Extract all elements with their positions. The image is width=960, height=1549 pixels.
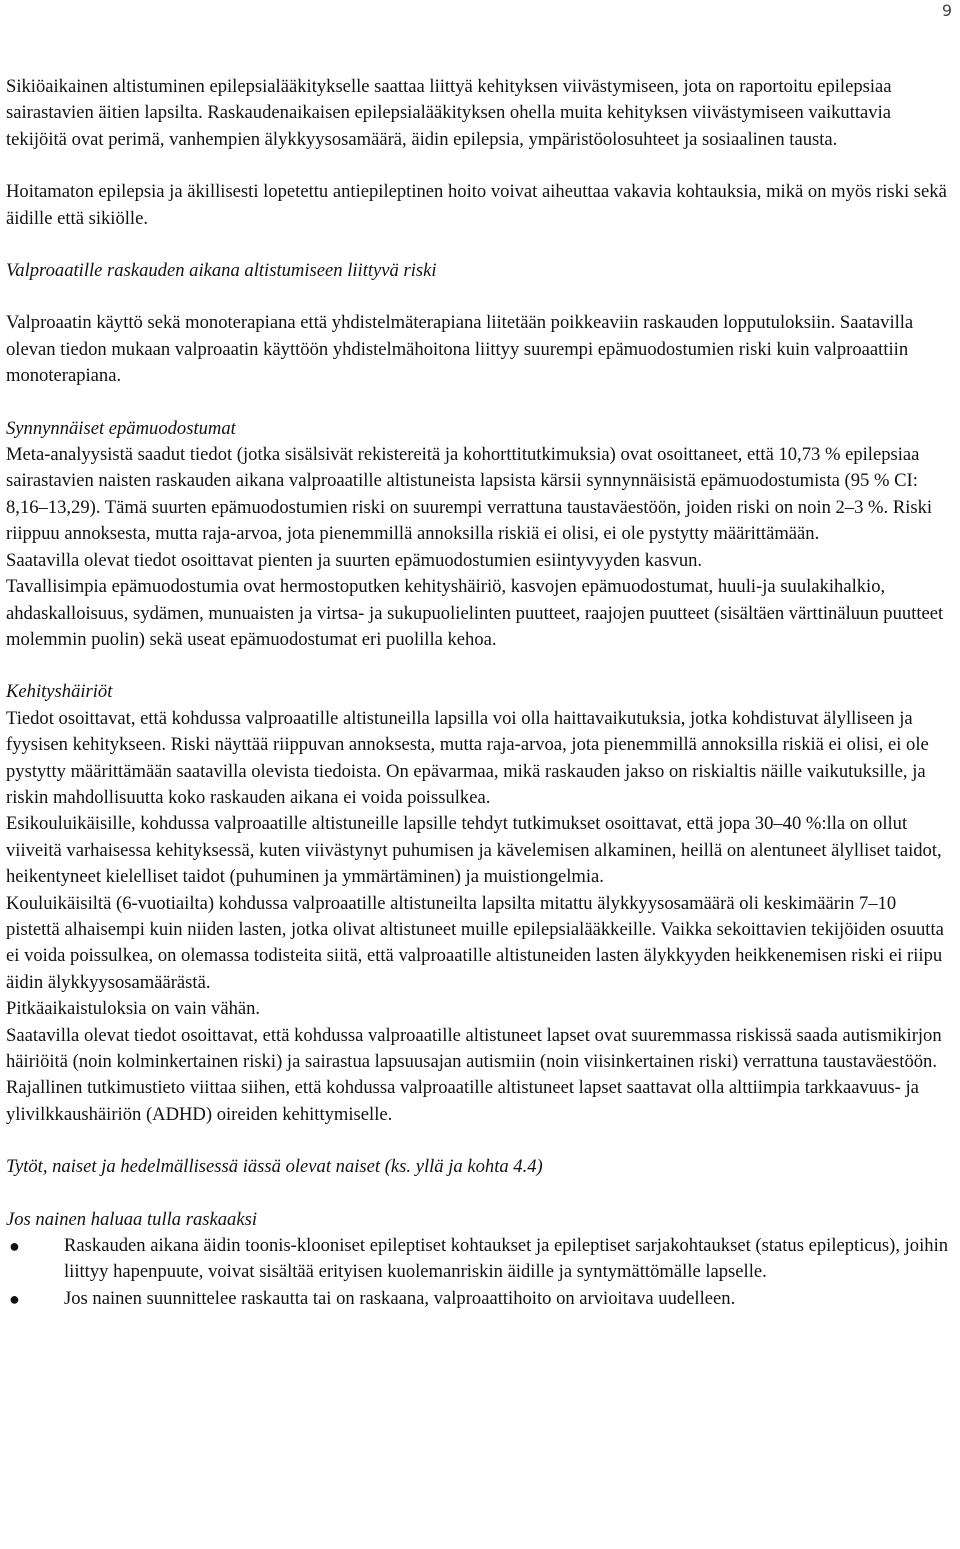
paragraph-minor-major: Saatavilla olevat tiedot osoittavat pienten ja suurten epämuodostumien esiintyvyyden kasvun. bbox=[6, 549, 703, 571]
document-body bbox=[6, 74, 950, 1312]
list-item bbox=[6, 1286, 950, 1312]
bullet-icon: ● bbox=[9, 1288, 20, 1309]
bullet-icon: ● bbox=[9, 1236, 20, 1257]
paragraph-long-term: Pitkäaikaistuloksia on vain vähän. bbox=[6, 998, 261, 1020]
paragraph-preschool: Esikouluikäisille, kohdussa valproaatille altistuneille lapsille tehdyt tutkimukset osoittavat, että jopa 30–40 %:lla on ollut viiveitä varhaisessa kehityksessä, kuten viivästynyt puhumisen ja kävelemisen alkaminen, heillä on alentuneet älylliset taidot, heikentyneet kielelliset taidot (puhuminen ja ymmärtäminen) ja muistiongelmia. bbox=[6, 813, 942, 888]
paragraph-autism: Saatavilla olevat tiedot osoittavat, että kohdussa valproaatille altistuneet lapset ovat suuremmassa riskissä saada autismikirjon häiriöitä (noin kolminkertainen riski) ja sairastua lapsuusajan autismiin (noin viisinkertainen riski) verrattuna taustaväestöön. bbox=[6, 1024, 942, 1072]
list-item bbox=[6, 1233, 950, 1286]
page-number: 9 bbox=[941, 1, 952, 20]
paragraph-valproate-outcomes: Valproaatin käyttö sekä monoterapiana että yhdistelmäterapiana liitetään poikkeaviin raskauden lopputuloksiin. Saatavilla olevan tiedon mukaan valproaatin käyttöön yhdistelmähoitona liittyy suurempi epämuodostumien riski kuin valproaattiin monoterapiana. bbox=[6, 312, 914, 387]
heading-congenital-malformations: Synnynnäiset epämuodostumat bbox=[6, 417, 236, 439]
heading-developmental-disorders: Kehityshäiriöt bbox=[6, 681, 113, 703]
list-item-text: Raskauden aikana äidin toonis-klooniset epileptiset kohtaukset ja epileptiset sarjakohtaukset (status epilepticus), joihin liittyy hapenpuute, voivat sisältää erityisen kuolemanriskin äidille ja syntymättömälle lapselle. bbox=[64, 1235, 949, 1283]
list-item-text: Jos nainen suunnittelee raskautta tai on raskaana, valproaattihoito on arvioitava uudelleen. bbox=[64, 1287, 736, 1309]
paragraph-intro: Sikiöaikainen altistuminen epilepsialääkitykselle saattaa liittyä kehityksen viivästymiseen, jota on raportoitu epilepsiaa sairastavien äitien lapsilta. Raskaudenaikaisen epilepsialääkityksen ohella muita kehityksen viivästymiseen vaikuttavia tekijöitä ovat perimä, vanhempien älykkyysosamäärä, äidin epilepsia, ympäristöolosuhteet ja sosiaalinen tausta. bbox=[6, 76, 892, 150]
bullet-list bbox=[6, 1233, 950, 1312]
paragraph-adhd: Rajallinen tutkimustieto viittaa siihen, että kohdussa valproaatille altistuneet lapset saattavat olla alttiimpia tarkkaavuus- ja ylivilkkaushäiriön (ADHD) oireiden kehittymiselle. bbox=[6, 1077, 919, 1125]
paragraph-meta-analysis: Meta-analyysistä saadut tiedot (jotka sisälsivät rekistereitä ja kohorttitutkimuksia) ovat osoittaneet, että 10,73 % epilepsiaa sairastavien naisten raskauden aikana valproaatille altistuneista lapsista kärsii synnynnäisistä epämuodostumista (95 % CI: 8,16–13,29). Tämä suurten epämuodostumien riski on suurempi verrattuna taustaväestöön, joiden riski on noin 2–3 %. Riski riippuu annoksesta, mutta raja-arvoa, jota pienemmillä annoksilla riskiä ei olisi, ei ole pystytty määrittämään. bbox=[6, 444, 933, 545]
heading-girls-women: Tytöt, naiset ja hedelmällisessä iässä olevat naiset (ks. yllä ja kohta 4.4) bbox=[6, 1156, 543, 1178]
paragraph-school-age: Kouluikäisiltä (6-vuotiailta) kohdussa valproaatille altistuneilta lapsilta mitattu älykkyysosamäärä oli keskimäärin 7–10 pistettä alhaisempi kuin niiden lasten, jotka olivat altistuneet muille epilepsialääkkeille. Vaikka sekoittavien tekijöiden osuutta ei voida poissulkea, on olemassa todisteita siitä, että valproaatille altistuneiden lasten älykkyyden heikkenemisen riski ei riipu äidin älykkyysosamäärästä. bbox=[6, 892, 944, 993]
paragraph-development-data: Tiedot osoittavat, että kohdussa valproaatille altistuneilla lapsilla voi olla haittavaikutuksia, jotka kohdistuvat älylliseen ja fyysisen kehitykseen. Riski näyttää riippuvan annoksesta, mutta raja-arvoa, jota pienemmillä annoksilla riskiä ei olisi, ei ole pystytty määrittämään saatavilla olevista tiedoista. On epävarmaa, mikä raskauden jakso on riskialtis näille vaikutuksille, ja riskin mahdollisuutta koko raskauden aikana ei voida poissulkea. bbox=[6, 707, 929, 808]
paragraph-common-malformations: Tavallisimpia epämuodostumia ovat hermostoputken kehityshäiriö, kasvojen epämuodostumat, huuli-ja suulakihalkio, ahdaskalloisuus, sydämen, munuaisten ja virtsa- ja sukupuolielinten puutteet, raajojen puutteet (sisältäen värttinäluun puutteet molemmin puolin) sekä useat epämuodostumat eri puolilla kehoa. bbox=[6, 576, 944, 650]
paragraph-untreated-epilepsy: Hoitamaton epilepsia ja äkillisesti lopetettu antiepileptinen hoito voivat aiheuttaa vakavia kohtauksia, mikä on myös riski sekä äidille että sikiölle. bbox=[6, 181, 947, 229]
heading-valproate-risk: Valproaatille raskauden aikana altistumiseen liittyvä riski bbox=[6, 260, 437, 282]
heading-pregnancy-wish: Jos nainen haluaa tulla raskaaksi bbox=[6, 1208, 257, 1230]
